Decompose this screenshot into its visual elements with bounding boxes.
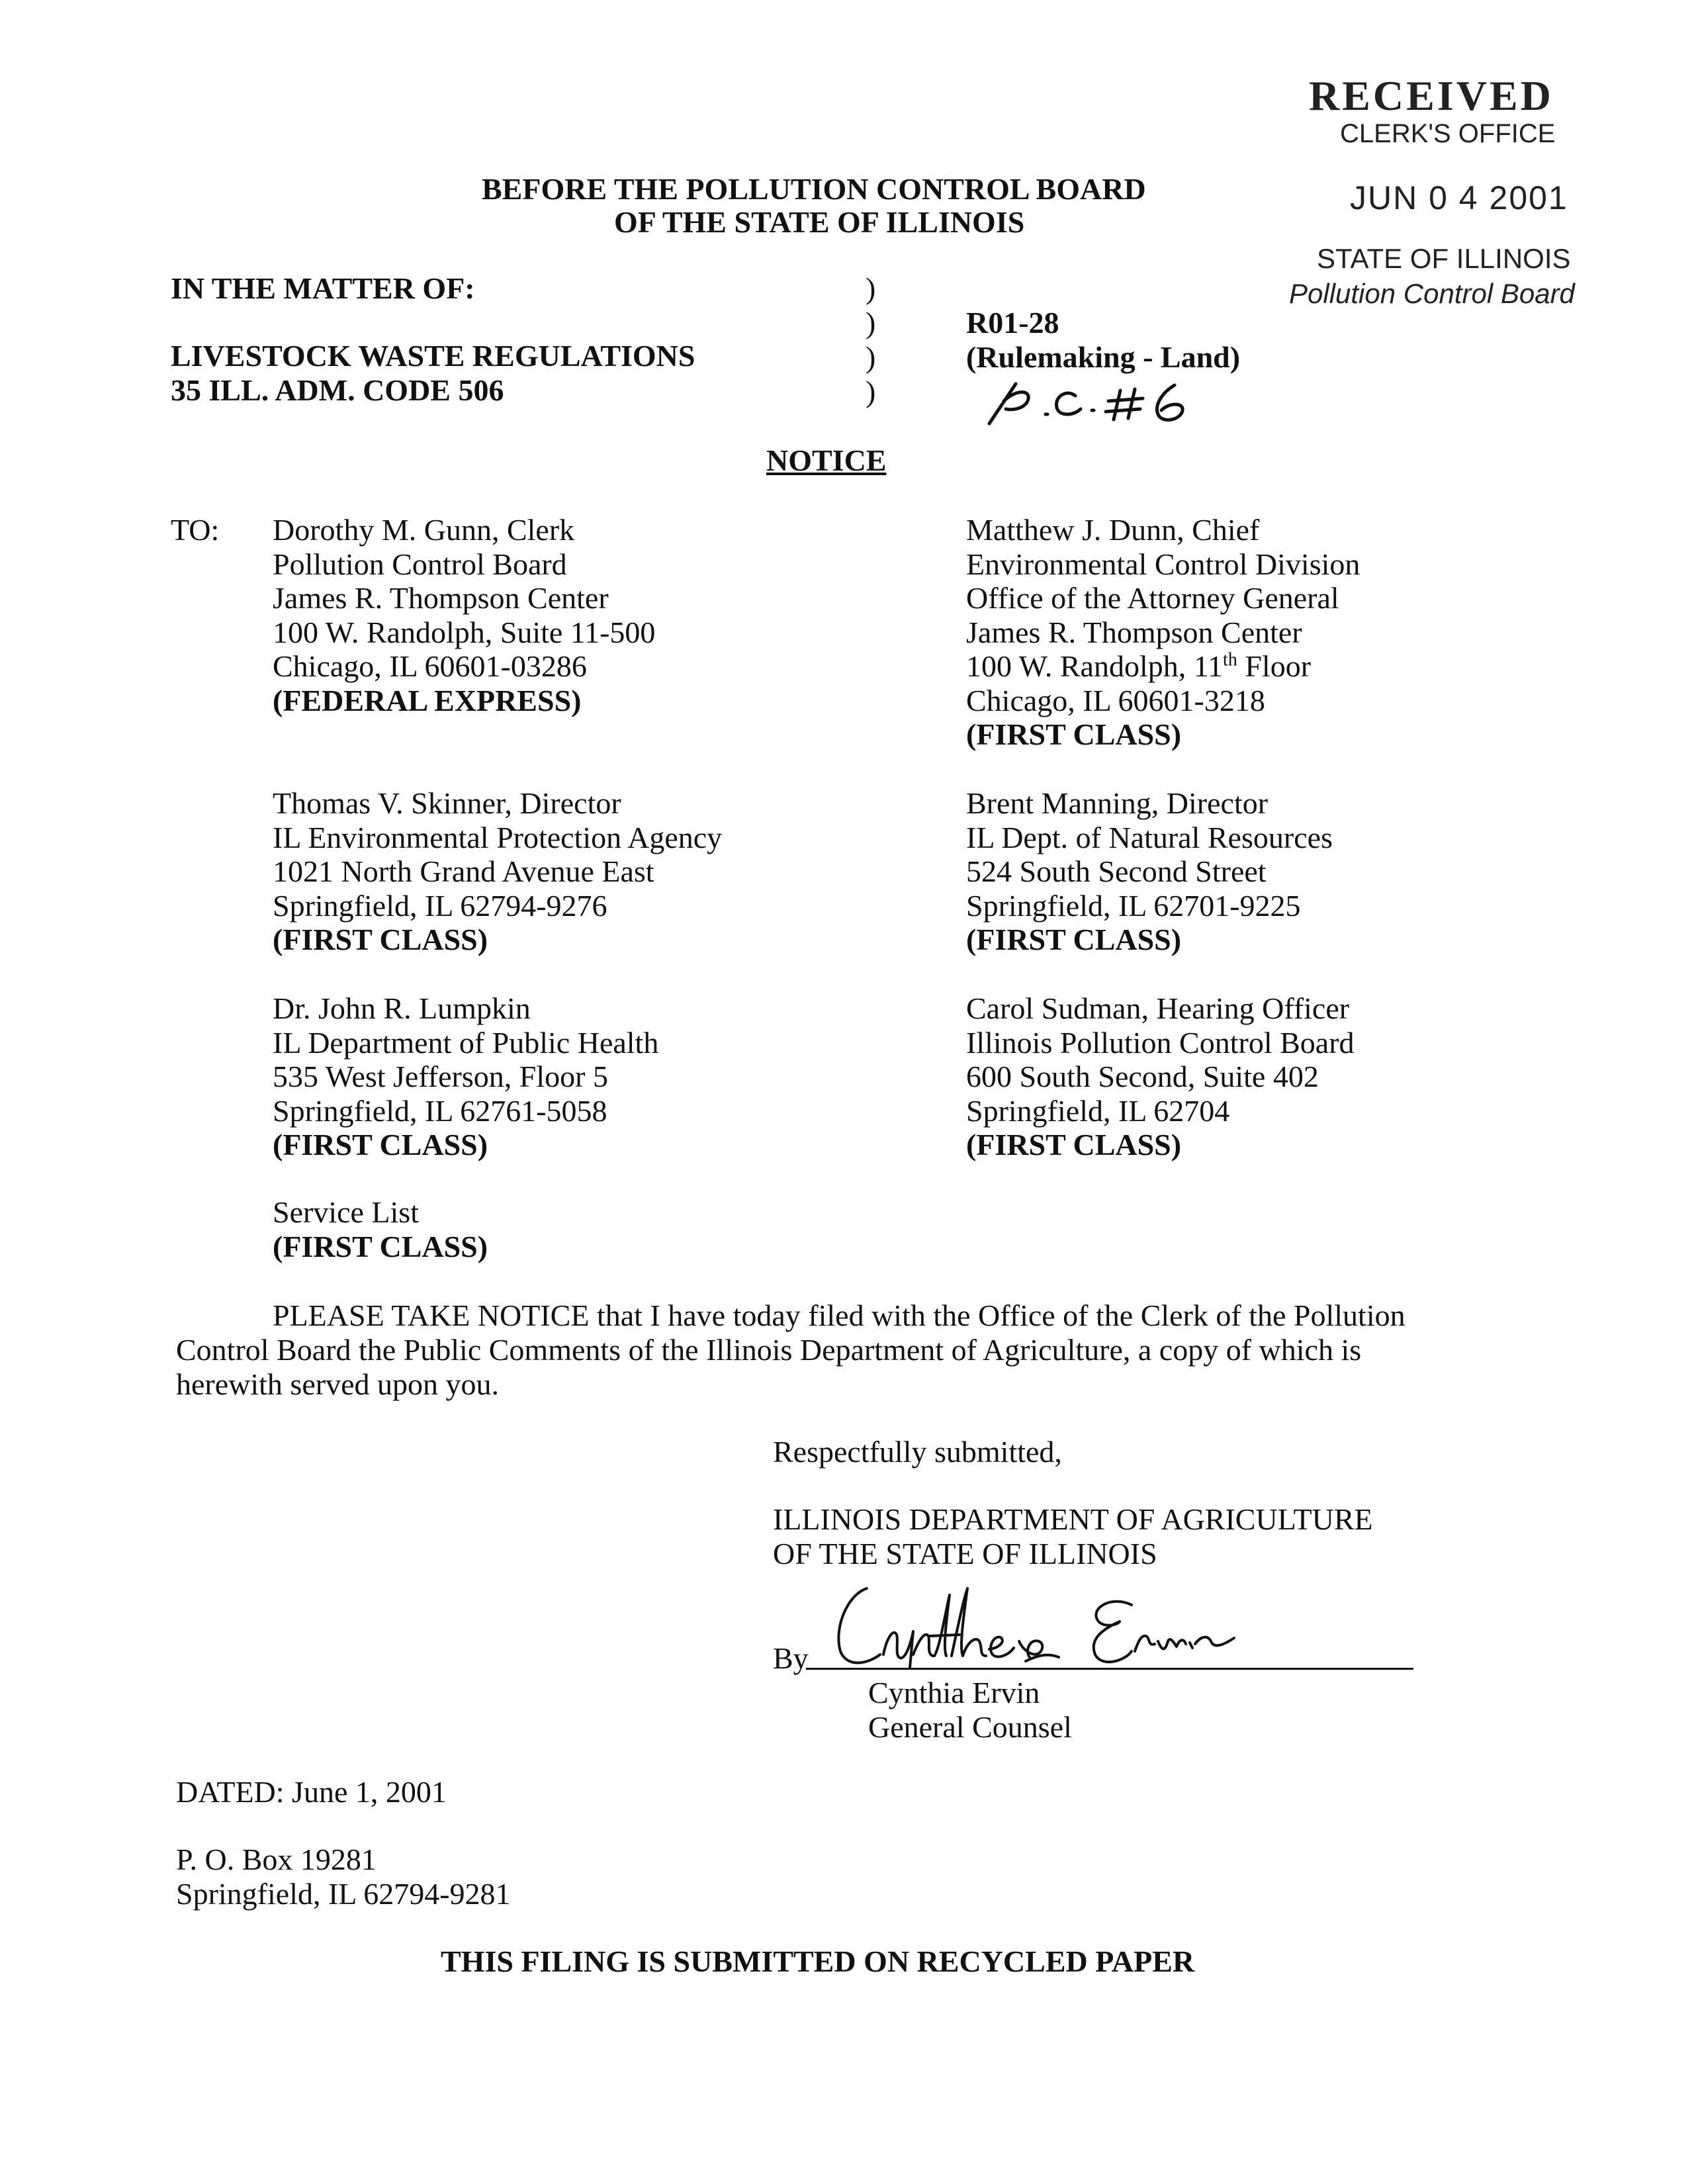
- address-line: IL Dept. of Natural Resources: [966, 820, 1333, 854]
- by-label: By: [773, 1641, 809, 1675]
- address-line-text: Floor: [1237, 649, 1312, 683]
- address-line: [966, 649, 1360, 684]
- address-line: 600 South Second, Suite 402: [966, 1060, 1319, 1093]
- address-line-text: 100 W. Randolph, 11: [966, 649, 1224, 683]
- case-type: (Rulemaking - Land): [966, 340, 1241, 374]
- recipient-skinner: [273, 786, 722, 957]
- recipient-sudman: [966, 991, 1355, 1162]
- notice-heading: NOTICE: [766, 443, 887, 477]
- address-line: 1021 North Grand Avenue East: [273, 854, 654, 888]
- caption-paren: ): [866, 271, 876, 305]
- delivery-method: (FIRST CLASS): [273, 1229, 488, 1263]
- address-line: IL Department of Public Health: [273, 1025, 659, 1060]
- recipient-gunn: [273, 513, 655, 717]
- received-stamp-state: STATE OF ILLINOIS: [1317, 243, 1571, 274]
- delivery-method: (FIRST CLASS): [966, 923, 1182, 956]
- delivery-method: (FIRST CLASS): [273, 1128, 488, 1161]
- dated: DATED: June 1, 2001: [176, 1775, 447, 1809]
- caption-paren: ): [866, 340, 876, 374]
- received-stamp-office: CLERK'S OFFICE: [1340, 119, 1556, 148]
- caption-paren: ): [866, 375, 876, 408]
- address-line: Dr. John R. Lumpkin: [273, 991, 531, 1025]
- to-label: TO:: [171, 513, 220, 547]
- address-line: Brent Manning, Director: [966, 786, 1269, 820]
- received-stamp-date: JUN 0 4 2001: [1350, 179, 1568, 216]
- address-line: 100 W. Randolph, Suite 11-500: [273, 615, 656, 649]
- address-line: Springfield, IL 62704: [966, 1093, 1230, 1128]
- handwritten-pc-number: [976, 376, 1227, 429]
- recipient-service-list: [273, 1195, 488, 1263]
- received-stamp-title: RECEIVED: [1309, 72, 1554, 119]
- closing: Respectfully submitted,: [773, 1435, 1062, 1469]
- org-line-2: OF THE STATE OF ILLINOIS: [773, 1537, 1157, 1570]
- body-line-2: Control Board the Public Comments of the Illinois Department of Agriculture, a copy of which is: [176, 1333, 1362, 1367]
- recipient-dunn: [966, 513, 1360, 752]
- po-box: P. O. Box 19281: [176, 1843, 377, 1876]
- body-line-3: herewith served upon you.: [176, 1367, 499, 1401]
- delivery-method: (FIRST CLASS): [966, 1128, 1182, 1161]
- delivery-method: (FEDERAL EXPRESS): [273, 683, 582, 717]
- address-line: James R. Thompson Center: [966, 615, 1302, 649]
- handwritten-signature: [821, 1575, 1257, 1674]
- address-line: Springfield, IL 62701-9225: [966, 888, 1301, 923]
- address-line: Pollution Control Board: [273, 547, 567, 581]
- address-line: James R. Thompson Center: [273, 581, 609, 615]
- recycled-paper-note: THIS FILING IS SUBMITTED ON RECYCLED PAPER: [441, 1944, 1195, 1978]
- delivery-method: (FIRST CLASS): [273, 923, 488, 956]
- header-line-1: BEFORE THE POLLUTION CONTROL BOARD: [482, 172, 1146, 206]
- address-line: Thomas V. Skinner, Director: [273, 786, 621, 820]
- caption-title-1: LIVESTOCK WASTE REGULATIONS: [171, 339, 695, 373]
- ordinal-suffix: th: [1223, 649, 1237, 670]
- received-stamp-board: Pollution Control Board: [1289, 278, 1575, 309]
- address-line: Chicago, IL 60601-3218: [966, 683, 1265, 717]
- address-line: 524 South Second Street: [966, 854, 1267, 888]
- address-line: IL Environmental Protection Agency: [273, 820, 723, 854]
- caption-paren: ): [866, 306, 876, 340]
- address-line: Dorothy M. Gunn, Clerk: [273, 513, 575, 547]
- body-line-1: PLEASE TAKE NOTICE that I have today filed with the Office of the Clerk of the Pollution: [273, 1298, 1405, 1332]
- header-line-2: OF THE STATE OF ILLINOIS: [614, 205, 1025, 239]
- recipient-lumpkin: [273, 991, 658, 1162]
- address-line: Carol Sudman, Hearing Officer: [966, 991, 1350, 1025]
- address-line: Chicago, IL 60601-03286: [273, 649, 587, 683]
- signatory-name: Cynthia Ervin: [868, 1676, 1040, 1709]
- address-line: Service List: [273, 1195, 419, 1229]
- address-line: Springfield, IL 62761-5058: [273, 1093, 607, 1128]
- delivery-method: (FIRST CLASS): [966, 717, 1182, 751]
- address-line: Springfield, IL 62794-9276: [273, 888, 607, 923]
- recipient-manning: [966, 786, 1333, 957]
- case-number: R01-28: [966, 306, 1059, 340]
- address-line: Office of the Attorney General: [966, 581, 1339, 615]
- in-the-matter-of: IN THE MATTER OF:: [171, 271, 475, 305]
- address-line: Illinois Pollution Control Board: [966, 1025, 1355, 1060]
- caption-title-2: 35 ILL. ADM. CODE 506: [171, 373, 504, 407]
- org-line-1: ILLINOIS DEPARTMENT OF AGRICULTURE: [773, 1502, 1373, 1536]
- address-line: 535 West Jefferson, Floor 5: [273, 1060, 608, 1093]
- po-city: Springfield, IL 62794-9281: [176, 1877, 511, 1911]
- address-line: Matthew J. Dunn, Chief: [966, 513, 1260, 547]
- signatory-title: General Counsel: [868, 1710, 1072, 1744]
- address-line: Environmental Control Division: [966, 547, 1360, 581]
